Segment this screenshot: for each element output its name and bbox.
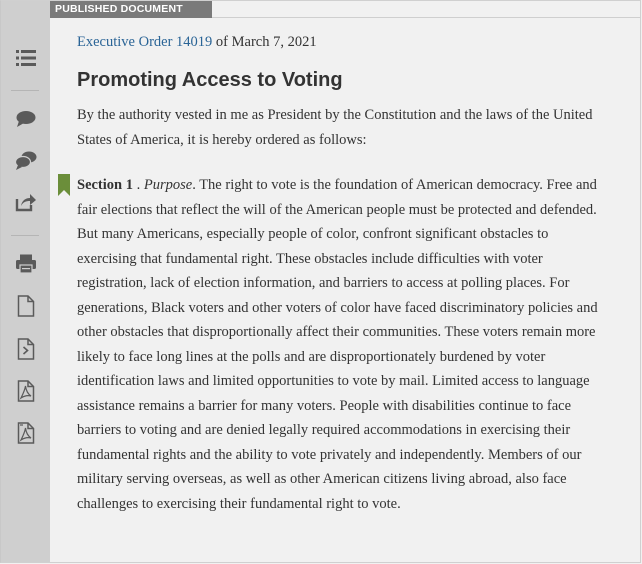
section-title-suffix: . [192, 177, 200, 193]
section-title: Purpose [143, 177, 193, 193]
intro-paragraph: By the authority vested in me as President by the Constitution and the laws of the United States of America, it is hereby ordered as follows: [77, 107, 593, 148]
sidebar-divider [11, 235, 39, 236]
pdf-alt-icon[interactable] [13, 422, 39, 444]
document-content [77, 31, 607, 516]
document-next-icon[interactable] [13, 338, 39, 360]
comments-icon[interactable] [13, 150, 39, 172]
document-title: Promoting Access to Voting [77, 69, 343, 91]
bookmark-icon[interactable] [58, 174, 70, 205]
sidebar-divider [11, 90, 39, 91]
print-icon[interactable] [13, 253, 39, 275]
section-body: The right to vote is the foundation of American democracy. Free and fair elections that reflect the will of the American people must be protected and defended. But many Americans, especially people of color, confront significant obstacles to exercising that fundamental right. These obstacles include difficulties with voter registration, lack of election information, and barriers to access at polling places. For generations, Black voters and other voters of color have faced discriminatory policies and other obstacles that disproportionally affect their communities. These voters remain more likely to face long lines at the polls and are disproportionately burdened by voter identification laws and limited opportunities to vote by mail. Limited access to language assistance remains a barrier for many voters. People with disabilities continue to face barriers to voting and are denied legally required accommodations in exercising their fundamental rights and the ability to vote privately and independently. Members of our military serving overseas, as well as other American citizens living abroad, also face challenges to exercising their fundamental right to vote. [77, 177, 598, 512]
pdf-icon[interactable] [13, 380, 39, 402]
share-icon[interactable] [13, 191, 39, 213]
section-separator: . [132, 177, 144, 193]
document-icon[interactable] [13, 295, 39, 317]
section-1-paragraph [77, 173, 607, 516]
table-of-contents-icon[interactable] [13, 47, 39, 69]
tab-underline [212, 17, 640, 18]
document-date: of March 7, 2021 [212, 34, 317, 50]
sidebar [1, 1, 50, 562]
executive-order-link[interactable]: Executive Order 14019 [77, 34, 213, 50]
section-number: Section 1 [77, 177, 133, 193]
published-document-tab: PUBLISHED DOCUMENT [50, 1, 212, 18]
document-meta [77, 31, 607, 53]
comment-icon[interactable] [13, 108, 39, 130]
